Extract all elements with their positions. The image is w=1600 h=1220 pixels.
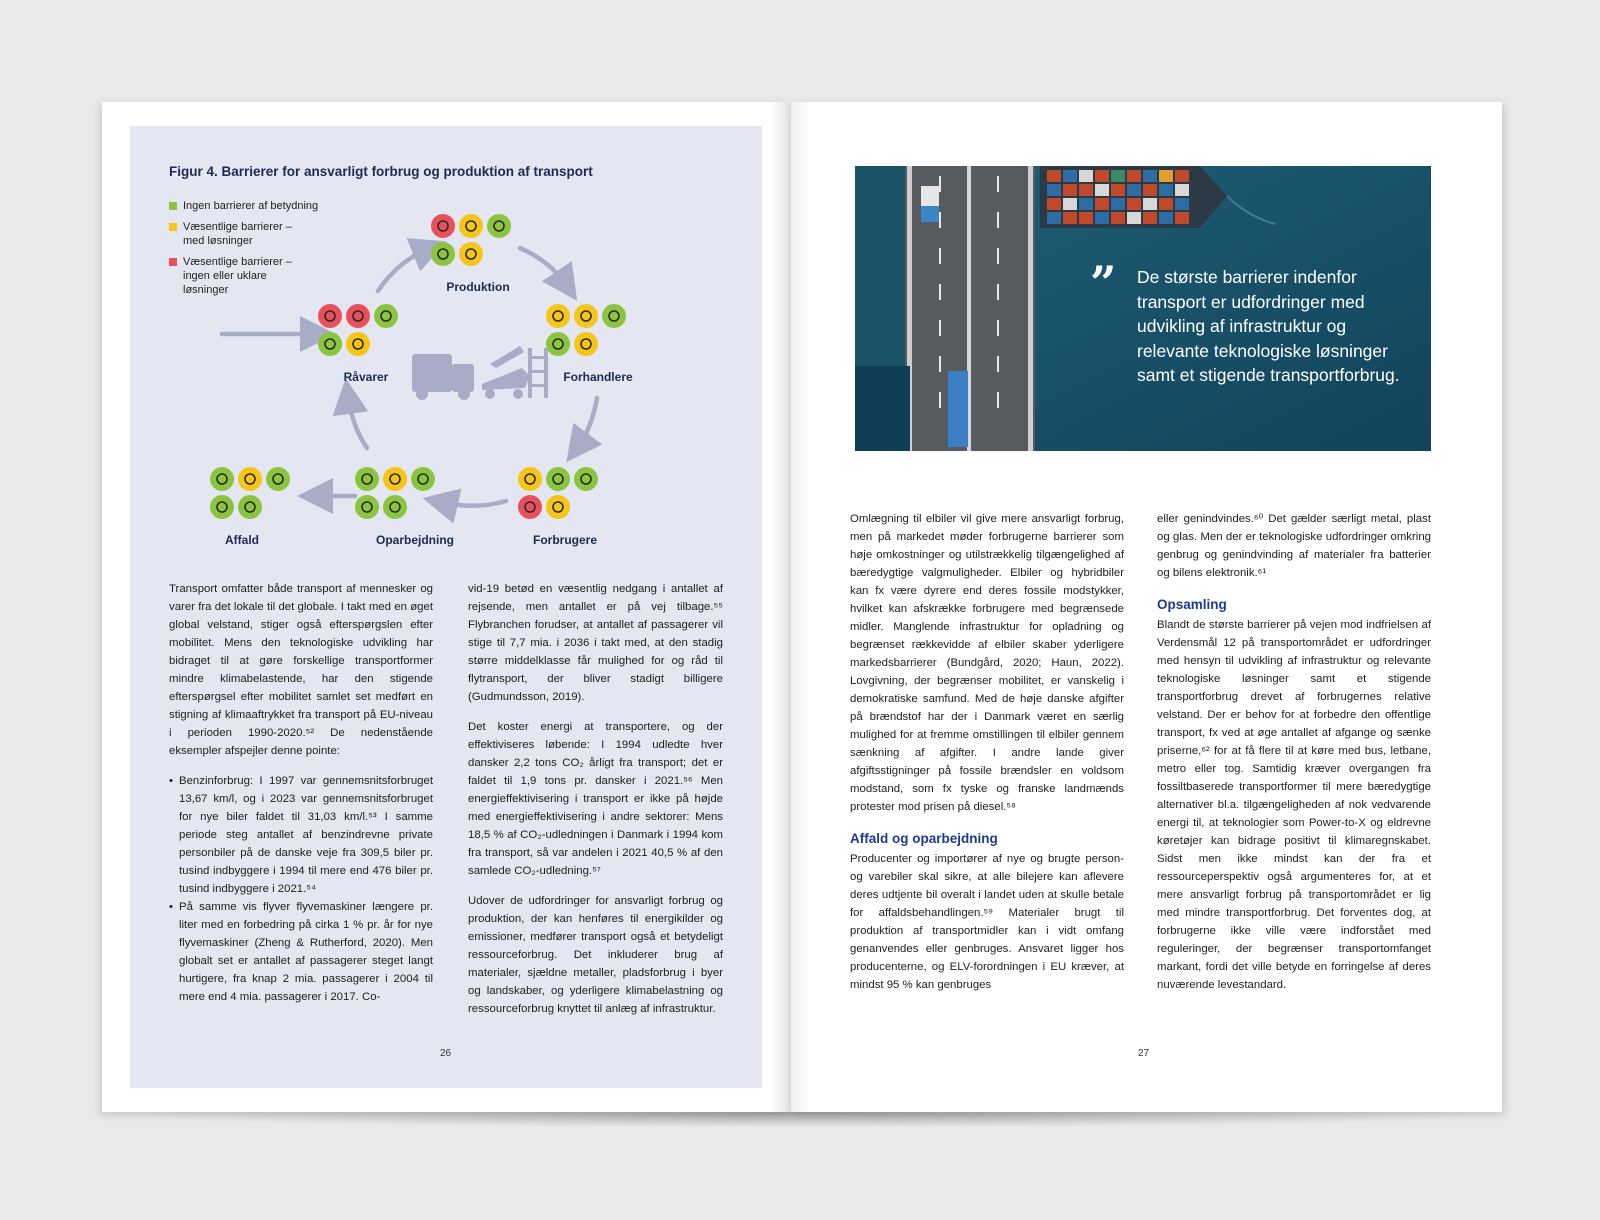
- right-column-2: [1157, 510, 1431, 1006]
- document-icon: [574, 332, 598, 356]
- figure-title: Figur 4. Barrierer for ansvarligt forbrug og produktion af transport: [169, 164, 593, 179]
- head-icon: [411, 467, 435, 491]
- paragraph: Udover de udfordringer for ansvarligt forbrug og produktion, der kan henføres til energikilder og emissioner, medfører transport også et betydeligt ressourceforbrug. Det inkluderer brug af materialer, sjældne metaller, pladsforbrug i byer og landskaber, og yderligere klimabelastning og ressourceforbrug knyttet til anlæg af infrastruktur.: [468, 895, 723, 1015]
- head-icon: [266, 467, 290, 491]
- pull-quote: De største barrierer indenfor transport er udfordringer med udvikling af infrastruktur og relevante teknologiske løsninger samt et stigende transportforbrug.: [1137, 267, 1400, 385]
- legend-label: Ingen barrierer af betydning: [183, 200, 319, 212]
- gear-icon: [574, 304, 598, 328]
- book-spine: [770, 102, 810, 1112]
- arrow-produktion-forhandlere: [520, 248, 567, 286]
- transport-icon: [412, 346, 548, 400]
- people-icon: [546, 332, 570, 356]
- head-icon: [374, 304, 398, 328]
- stage-label: Affald: [225, 533, 259, 547]
- paragraph: Det koster energi at transportere, og der effektiviseres løbende: I 1994 udledte hver dansker 2,2 tons CO₂ årligt fra transport; det er faldet til 1,9 tons pr. dansker i 2021.⁵⁶ Men energieffektivisering i transport er ikke på højde med energieffektivisering i andre sektorer: Mens 18,5 % af CO₂-udledningen i Danmark i 1994 kom fra transport, så var andelen i 2021 40,5 % af den samlede CO₂-udledning.⁵⁷: [468, 721, 723, 877]
- list-item: • På samme vis flyver flyvemaskiner længere pr. liter med en forbedring på cirka 1 % pr. år for nye flyvemaskiner (Zheng & Rutherford, 2020). Men globalt set er antallet af passagerer steget langt hurtigere, fra knap 2 mia. passagerer i 2004 til mere end 4 mia. passagerer i 2017. Co-: [179, 898, 433, 1006]
- page-number-right: 27: [1138, 1048, 1150, 1059]
- stage-4: [518, 467, 598, 547]
- stage-label: Råvarer: [343, 370, 389, 384]
- paragraph: Producenter og importører af nye og brugte person- og varebiler skal sikre, at alle bilejere kan aflevere deres udtjente bil overalt i landet uden at skulle betale for affaldsbehandlingen.⁵⁹ Materialer brugt til produktion af transportmidler kan i vidt omfang genanvendes eller genbruges. Ansvaret ligger hos producenterne, og ELV-forordningen i EU kræver, at mindst 95 % kan genbruges: [850, 853, 1124, 991]
- left-column-1: [169, 580, 433, 1006]
- list-item: • Benzinforbrug: I 1997 var gennemsnitsforbruget 13,67 km/l, og i 2023 var gennemsnitsforbruget for nye biler faldet til 31,03 km/l.⁵³ I samme periode steg antallet af benzindrevne private personbiler på de danske veje fra 309,5 biler pr. tusind indbyggere i 1994 til mere end 476 biler pr. tusind indbyggere i 2021.⁵⁴: [179, 772, 433, 898]
- gear-icon: [459, 214, 483, 238]
- stage-1: [318, 304, 398, 384]
- gear-icon: [238, 467, 262, 491]
- head-icon: [574, 467, 598, 491]
- gear-icon: [546, 467, 570, 491]
- arrow-raavarer-produktion: [378, 248, 430, 291]
- gear-icon: [346, 304, 370, 328]
- document-icon: [383, 495, 407, 519]
- paragraph: Blandt de største barrierer på vejen mod indfrielsen af Verdensmål 12 på transportområdet er udfordringer med hensyn til udvikling af infrastruktur og relevante teknologiske løsninger samt et stigende transportforbrug drevet af forbrugernes relative velstand. Der er behov for at forbedre den offentlige transport, fx ved at øge antallet af afgange og sænke priserne,⁶² for at få flere til at køre med bus, letbane, metro eller tog. Samtidig kræver overgangen fra fossiltbaserede transportformer til mere bæredygtige alternativer bl.a. tilgængeligheden af nok vedvarende energi til, at teknologier som Power-to-X og eldrevne køretøjer kan bidrage positivt til klimaregnskabet. Sidst men ikke mindst kan der fra et ressourceperspektiv også argumenteres for, at et mere ansvarligt forbrug på transportområdet er lig med mindre transportforbrug. Det forventes dog, at forbrugerne ikke ville være indforstået med reguleringer, der begrænser transportomfanget markant, fordi det ville betyde en forringelse af deres nuværende levestandard.: [1157, 619, 1431, 991]
- document-icon: [459, 242, 483, 266]
- wallet-icon: [431, 214, 455, 238]
- stage-label: Produktion: [446, 280, 510, 294]
- example-list: [169, 772, 433, 1006]
- wallet-icon: [518, 467, 542, 491]
- left-column-2: [468, 580, 723, 1030]
- page-number-left: 26: [440, 1048, 452, 1059]
- people-icon: [210, 495, 234, 519]
- people-icon: [355, 495, 379, 519]
- legend-label: Væsentlige barrierer – med løsninger: [183, 221, 292, 247]
- document-icon: [346, 332, 370, 356]
- stage-6: [210, 467, 290, 547]
- people-icon: [318, 332, 342, 356]
- document-icon: [238, 495, 262, 519]
- head-icon: [487, 214, 511, 238]
- wallet-icon: [355, 467, 379, 491]
- people-icon: [431, 242, 455, 266]
- arrow-forbrugere-oparbejdning: [440, 501, 506, 506]
- stage-label: Forhandlere: [563, 370, 633, 384]
- right-column-1: [850, 510, 1124, 1006]
- intro-paragraph: Transport omfatter både transport af mennesker og varer fra det lokale til det globale. I takt med en øget global velstand, stiger også efterspørgslen efter mobilitet. Mens den teknologiske udvikling har bidraget til at gøre forskellige transportformer mindre klimabelastende, har den stigende efterspørgsel efter mobilitet samlet set medført en stigning af klimaaftrykket fra transport på EU-niveau i perioden 1990-2020.⁵² De nedenstående eksempler afspejler denne pointe:: [169, 583, 433, 757]
- paragraph: vid-19 betød en væsentlig nedgang i antallet af rejsende, men antallet er på vej tilbage.⁵⁵ Flybranchen forudser, at antallet af passagerer vil stige til 7,7 mia. i 2036 i takt med, at den stadig større middelklasse får mulighed for og råd til flytransport, der bliver stadigt billigere (Gudmundsson, 2019).: [468, 583, 723, 703]
- stage-label: Oparbejdning: [376, 533, 454, 547]
- wallet-icon: [318, 304, 342, 328]
- arrow-forhandlere-forbrugere: [577, 398, 597, 448]
- paragraph: eller genindvindes.⁶⁰ Det gælder særligt metal, plast og glas. Men der er teknologiske udfordringer omkring genbrug og genindvinding af materialer fra batterier og bilens elektronik.⁶¹: [1157, 513, 1431, 579]
- section-heading: Affald og oparbejdning: [850, 831, 998, 846]
- stage-5: [355, 467, 454, 547]
- wallet-icon: [210, 467, 234, 491]
- people-icon: [518, 495, 542, 519]
- paragraph: Omlægning til elbiler vil give mere ansvarligt forbrug, men på markedet møder forbrugerne barrierer som høje omkostninger og utilstrækkelig tilgængelighed af bæredygtige valgmuligheder. Elbiler og hybridbiler kan fx være dyrere end deres fossile modstykker, hvilket kan afskrække forbrugere med begrænsede midler. Manglende infrastruktur for opladning og begrænset rækkevidde af elbiler skaber yderligere markedsbarrierer (Bundgård, 2020; Haun, 2022). Lovgivning, der begrænser mobilitet, er vanskelig i demokratiske samfund. Med de høje danske afgifter på brændstof har der i Danmark været en særlig mulighed for at fremme omstillingen til elbiler gennem sænkning af afgifter. I andre lande giver afgiftsstigninger på fossile brændsler en voldsom modstand, som fx tyske og franske landmænds protester mod prisen på diesel.⁵⁸: [850, 513, 1124, 813]
- section-heading: Opsamling: [1157, 597, 1227, 612]
- wallet-icon: [546, 304, 570, 328]
- stage-label: Forbrugere: [532, 533, 598, 547]
- head-icon: [602, 304, 626, 328]
- legend-label: Væsentlige barrierer – ingen eller uklare løsninger: [183, 256, 292, 296]
- barrier-cycle-diagram: [130, 126, 762, 566]
- stage-2: [431, 214, 511, 294]
- stage-3: [546, 304, 633, 384]
- arrow-oparbejdning-raavarer: [348, 396, 367, 448]
- gear-icon: [383, 467, 407, 491]
- quote-mark-icon: ”: [1090, 256, 1117, 310]
- document-icon: [546, 495, 570, 519]
